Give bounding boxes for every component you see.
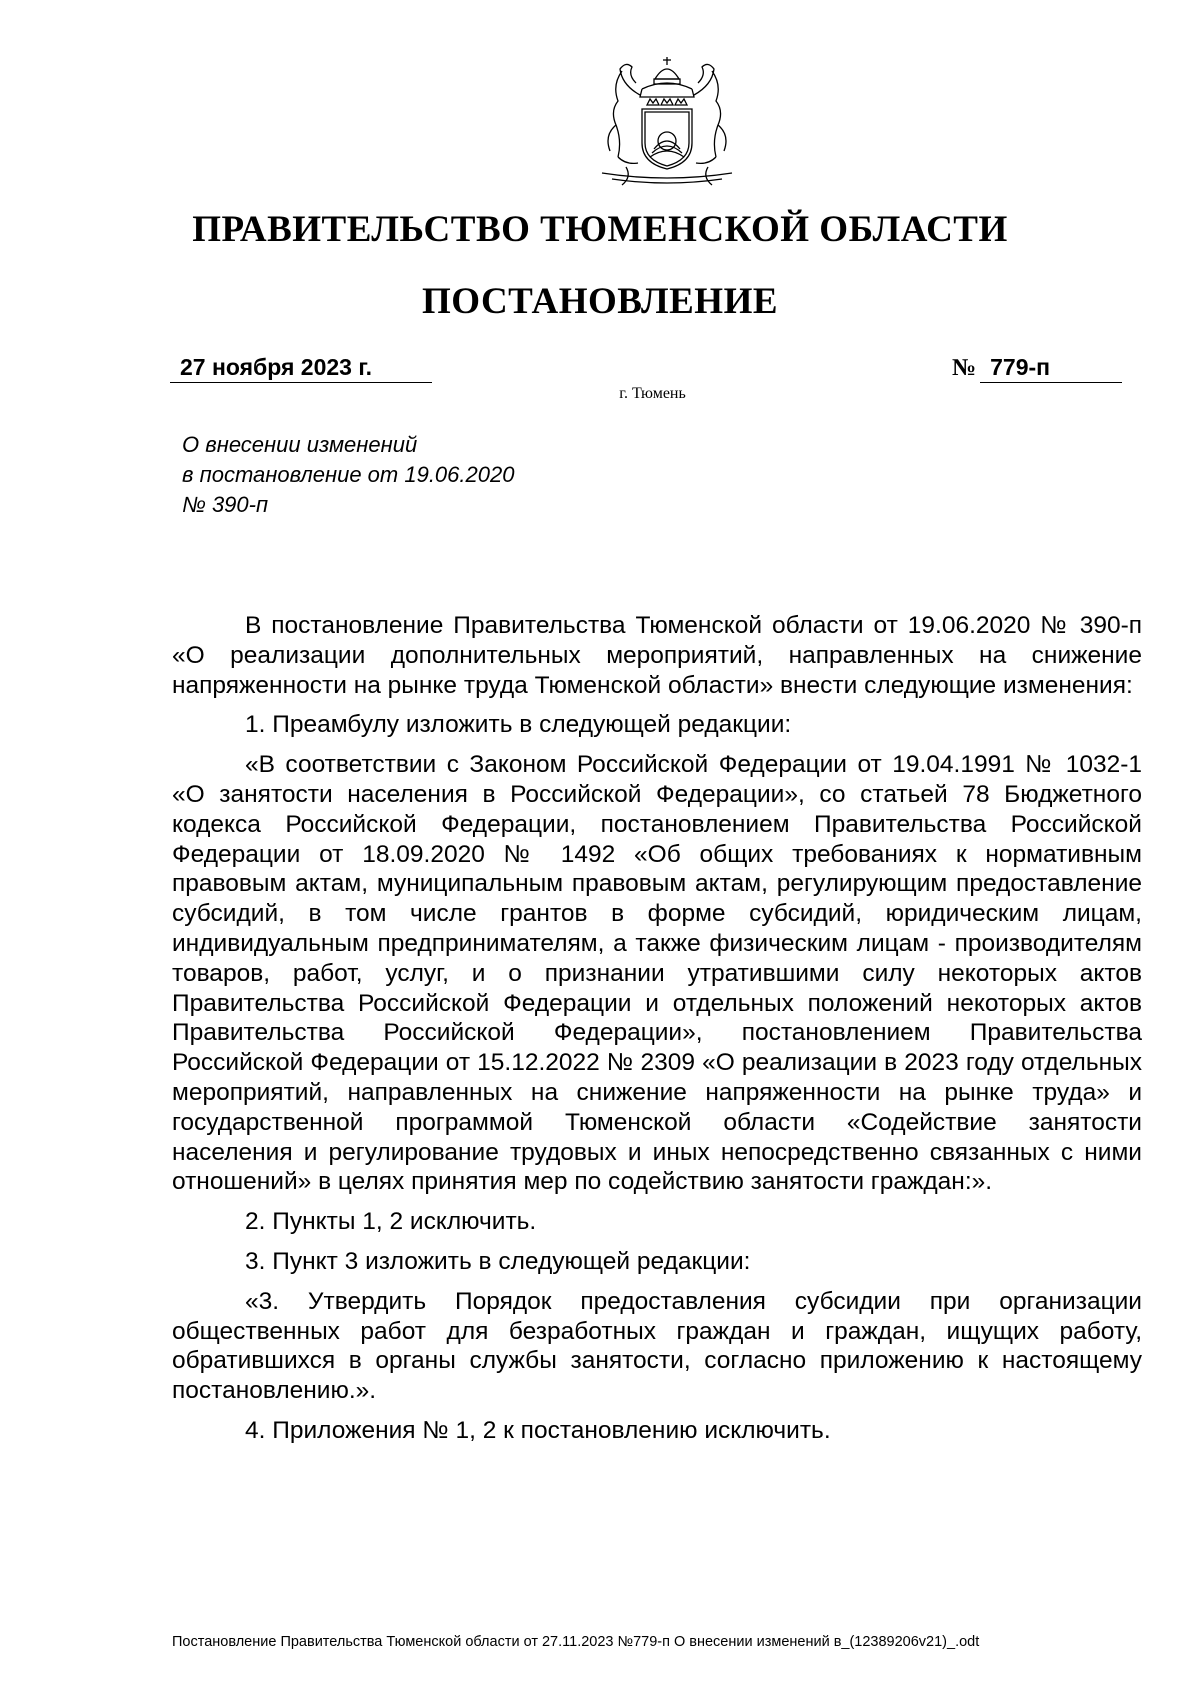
number-sign: № [952,355,977,381]
body-paragraph-item-1: 1. Преамбулу изложить в следующей редакции: [245,711,792,739]
subject-line: О внесении изменений [182,432,418,457]
subject-line: в постановление от 19.06.2020 [182,462,515,487]
document-type-title: ПОСТАНОВЛЕНИЕ [421,281,779,322]
document-number [952,352,1130,383]
coat-of-arms-emblem [592,55,742,195]
document-date: 27 ноября 2023 г. [170,352,432,383]
document-number-value: 779-п [980,352,1122,383]
body-paragraph-item-3: 3. Пункт 3 изложить в следующей редакции: [245,1247,751,1275]
document-body [172,611,1142,1456]
body-paragraph-preamble: «В соответствии с Законом Российской Федерации от 19.04.1991 № 1032-1 «О занятости населения в Российской Федерации», со статьей 78 Бюджетного кодекса Российской Федерации, постановлением Правительства Российской Федерации от 18.09.2020 № 1492 «Об общих требованиях к нормативным правовым актам, муниципальным правовым актам, регулирующим предоставление субсидий, в том числе грантов в форме субсидий, юридическим лицам, индивидуальным предпринимателям, а также физическим лицам - производителям товаров, работ, услуг, и о признании утратившими силу некоторых актов Правительства Российской Федерации и отдельных положений некоторых актов Правительства Российской Федерации», постановлением Правительства Российской Федерации от 15.12.2022 № 2309 «О реализации в 2023 году отдельных мероприятий, направленных на снижение напряженности на рынке труда» и государственной программой Тюменской области «Содействие занятости населения и регулирование трудовых и иных непосредственно связанных с ними отношений» в целях принятия мер по содействию занятости граждан:». [172,751,1142,1196]
document-city: г. Тюмень [619,385,686,402]
body-paragraph-item-4: 4. Приложения № 1, 2 к постановлению исключить. [245,1416,831,1444]
body-paragraph-intro: В постановление Правительства Тюменской области от 19.06.2020 № 390-п «О реализации дополнительных мероприятий, направленных на снижение напряженности на рынке труда Тюменской области» внести следующие изменения: [172,612,1142,699]
body-paragraph-item-3-text: «3. Утвердить Порядок предоставления субсидии при организации общественных работ для безработных граждан и граждан, ищущих работу, обратившихся в органы службы занятости, согласно приложению к настоящему постановлению.». [172,1287,1142,1405]
page-footer: Постановление Правительства Тюменской области от 27.11.2023 №779-п О внесении изменений в_(12389206v21)_.odt [172,1634,980,1650]
body-paragraph-item-2: 2. Пункты 1, 2 исключить. [245,1208,537,1236]
document-subject [182,430,514,520]
organization-title: ПРАВИТЕЛЬСТВО ТЮМЕНСКОЙ ОБЛАСТИ [192,209,1008,250]
subject-line: № 390-п [182,492,269,517]
